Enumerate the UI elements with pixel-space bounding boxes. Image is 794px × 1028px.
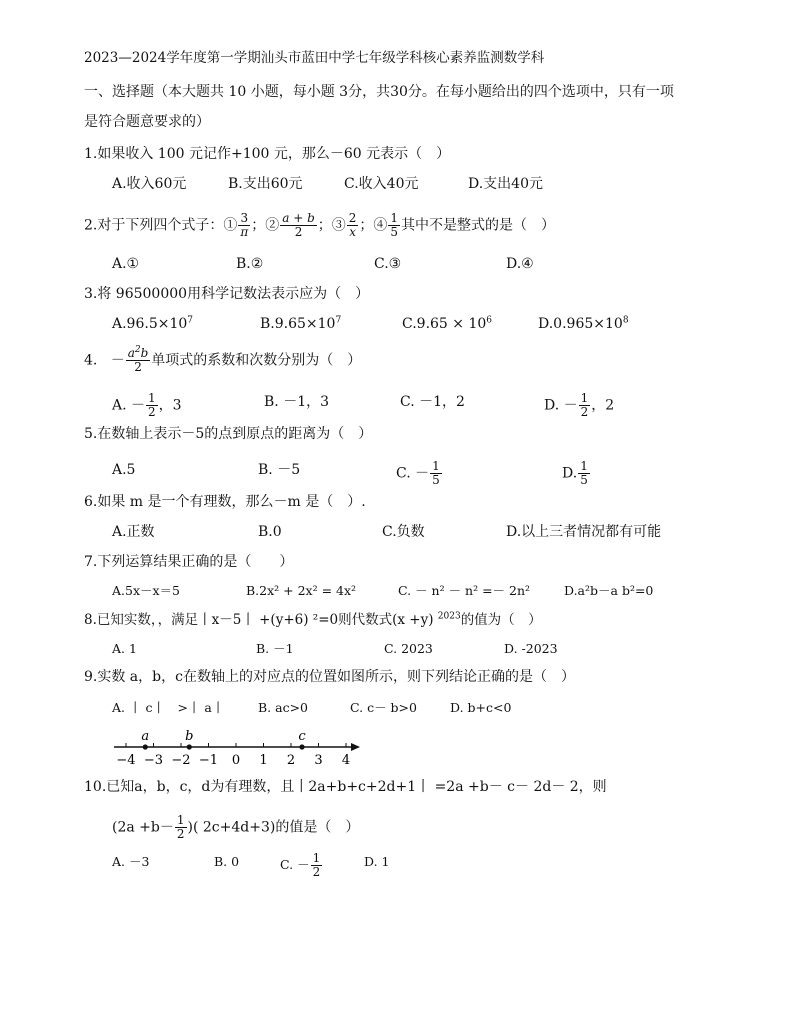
q6-option-a[interactable]: A.正数 [112,524,155,540]
q8-option-a[interactable]: A. 1 [112,641,137,656]
question-9-stem: 9.实数 a，b，c在数轴上的对应点的位置如图所示，则下列结论正确的是（ ） [84,669,575,685]
number-line-tick-label: 0 [231,753,241,768]
q4-option-c[interactable]: C. －1，2 [400,394,465,410]
q7-option-b[interactable]: B.2x² + 2x² = 4x² [246,583,357,598]
question-7-stem: 7.下列运算结果正确的是（ ） [84,554,294,570]
q2-stem-b: ；② [251,217,280,234]
q2-option-a[interactable]: A.① [112,256,140,272]
q10-option-d[interactable]: D. 1 [364,854,390,869]
number-line-arrow [351,743,360,751]
q3-option-d[interactable]: $D.0.965\times 10^8$ [538,315,629,332]
q7-option-c[interactable]: C. － n² － n² =－ 2n² [398,583,531,598]
q1-option-c[interactable]: C.收入40元 [344,176,419,192]
q8-option-b[interactable]: B. －1 [256,641,294,656]
number-line-tick-label: 1 [259,753,268,768]
number-line-tick-label: −1 [198,753,219,768]
q5-option-d[interactable]: D. $\frac{1}{5}$ [562,459,588,487]
q9-option-d[interactable]: D. b+c<0 [450,700,512,715]
q5-option-a[interactable]: A.5 [112,462,136,478]
q3-option-c[interactable]: $C.9.65 \times 10^6$ [402,315,493,332]
number-line-tick-label: −3 [143,753,164,768]
q1-option-b[interactable]: B.支出60元 [228,176,303,192]
q5-option-c[interactable]: C. － $\frac{1}{5}$ [396,459,440,487]
section-heading: 一、选择题（本大题共 10 小题，每小题 3分，共30分。在每小题给出的四个选项中，只有一项 [84,84,674,100]
q2-fraction-1: $\frac{3}{\pi}$ [240,211,249,239]
number-line-point-label: b [185,729,194,744]
number-line-tick-label: 4 [341,753,351,768]
q9-option-b[interactable]: B. ac>0 [258,700,309,715]
q5-option-b[interactable]: B. －5 [258,462,301,478]
number-line-point-b [187,744,192,749]
q2-fraction-4: $\frac{1}{5}$ [390,211,399,239]
number-line-tick-label: 3 [314,753,323,768]
q3-option-b[interactable]: $B.9.65\times 10^7$ [260,315,342,332]
question-2-stem [84,212,555,239]
q9-option-a[interactable]: A. 丨 c丨 >丨 a丨 [112,700,225,715]
question-4-stem: 4. － $\frac{a^2b}{2}$ 单项式的系数和次数分别为（ ） [84,345,362,374]
question-8-stem: 8.已知实数，，满足丨x－5丨 +(y+6) ²=0则代数式(x +y) $^{2023}$的值为（ ） [84,611,542,628]
q8-option-c[interactable]: C. 2023 [384,641,433,656]
page-title: 2023—2024学年度第一学期汕头市蓝田中学七年级学科核心素养监测数学科 [84,50,545,66]
q8-option-d[interactable]: D. -2023 [504,641,558,656]
q2-option-c[interactable]: C.③ [374,256,402,272]
number-line-point-c [299,744,304,749]
q2-option-b[interactable]: B.② [236,256,264,272]
q6-option-d[interactable]: D.以上三者情况都有可能 [506,524,662,540]
q10-option-b[interactable]: B. 0 [214,854,240,869]
q2-stem-c: ；③ [317,217,346,234]
q2-stem-d: ；④ [359,217,388,234]
q4-option-a[interactable]: A. － $\frac{1}{2}$ ，3 [112,391,182,419]
q10-option-c[interactable]: C. － $\frac{1}{2}$ [280,851,321,879]
q9-option-c[interactable]: C. c－ b>0 [350,700,417,715]
section-heading-cont: 是符合题意要求的） [84,114,210,130]
q1-option-d[interactable]: D.支出40元 [468,176,543,192]
q7-option-d[interactable]: D.a²b－a b²=0 [564,583,654,598]
question-10-stem: 10.已知a，b，c，d为有理数，且丨2a+b+c+2d+1丨 =2a +b－ c－ 2d－ 2，则 [84,779,607,795]
q2-fraction-3: $\frac{2}{x}$ [348,211,357,239]
number-line-figure [112,728,368,772]
q2-option-d[interactable]: D.④ [506,256,534,272]
number-line-point-label: c [298,729,306,744]
q4-option-b[interactable]: B. －1，3 [264,394,330,410]
q4-monomial-fraction: $\frac{a^2b}{2}$ [127,345,149,374]
q2-fraction-2: $\frac{a + b}{2}$ [282,211,315,239]
q3-option-a[interactable]: $A.96.5\times 10^7$ [112,315,194,332]
q6-option-b[interactable]: B.0 [258,524,282,540]
q10-option-a[interactable]: A. －3 [112,854,150,869]
number-line-tick-label: 2 [286,753,296,768]
q4-option-d[interactable]: D. － $\frac{1}{2}$ ，2 [544,391,615,419]
q7-option-a[interactable]: A.5x－x＝5 [112,583,181,598]
question-3-stem: 3.将 96500000用科学记数法表示应为（ ） [84,286,370,302]
q6-option-c[interactable]: C.负数 [382,524,425,540]
q1-option-a[interactable]: A.收入60元 [112,176,187,192]
number-line-point-label: a [141,729,150,744]
question-5-stem: 5.在数轴上表示－5的点到原点的距离为（ ） [84,426,373,442]
question-10-expression: (2a +b－ $\frac{1}{2}$ )( 2c+4d+3)的值是（ ） [112,813,360,841]
question-6-stem: 6.如果 m 是一个有理数，那么－m 是（ ）. [84,494,366,510]
q2-stem-a: 2.对于下列四个式子：① [84,217,238,234]
number-line-tick-label: −4 [116,753,136,768]
number-line-tick-label: −2 [171,753,191,768]
q2-stem-e: 其中不是整式的是（ ） [401,217,556,234]
number-line-point-a [143,744,148,749]
question-1-stem: 1.如果收入 100 元记作+100 元，那么－60 元表示（ ） [84,146,451,162]
